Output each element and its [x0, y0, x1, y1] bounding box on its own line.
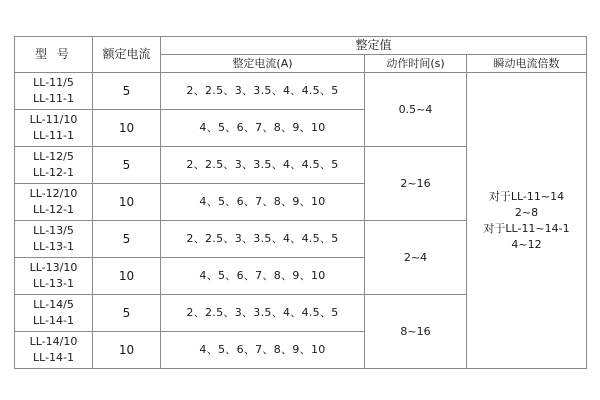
model-line-1: LL-11/5: [33, 76, 74, 90]
model-line-2: LL-11-1: [33, 92, 74, 106]
header-rated-current: 额定电流: [93, 37, 161, 73]
action-time-cell: 8~16: [365, 295, 467, 369]
rated-current-cell: 5: [93, 73, 161, 110]
model-line-2: LL-13-1: [33, 277, 74, 291]
model-line-2: LL-14-1: [33, 314, 74, 328]
rated-current-cell: 10: [93, 110, 161, 147]
instant-multiple-line-1: 对于LL-11~14: [488, 190, 565, 204]
model-line-1: LL-13/5: [33, 224, 74, 238]
rated-current-cell: 10: [93, 332, 161, 369]
model-line-2: LL-14-1: [33, 351, 74, 365]
model-cell: [15, 147, 93, 184]
header-setting-current: 整定电流(A): [161, 55, 365, 73]
model-cell: [15, 184, 93, 221]
header-setting-value: 整定值: [161, 37, 587, 55]
setting-current-cell: 4、5、6、7、8、9、10: [161, 110, 365, 147]
model-line-1: LL-11/10: [29, 113, 78, 127]
header-model: 型 号: [15, 37, 93, 73]
setting-current-cell: 4、5、6、7、8、9、10: [161, 332, 365, 369]
rated-current-cell: 10: [93, 184, 161, 221]
header-action-time: 动作时间(s): [365, 55, 467, 73]
model-cell: [15, 332, 93, 369]
specification-table: [14, 36, 587, 369]
model-line-2: LL-12-1: [33, 203, 74, 217]
model-line-2: LL-12-1: [33, 166, 74, 180]
model-cell: [15, 295, 93, 332]
model-line-1: LL-14/5: [33, 298, 74, 312]
model-cell: [15, 221, 93, 258]
instant-multiple-cell: [467, 73, 587, 369]
setting-current-cell: 2、2.5、3、3.5、4、4.5、5: [161, 295, 365, 332]
instant-multiple-line-2: 2~8: [514, 205, 539, 219]
action-time-cell: 2~16: [365, 147, 467, 221]
model-line-1: LL-14/10: [29, 335, 78, 349]
rated-current-cell: 5: [93, 147, 161, 184]
action-time-cell: 0.5~4: [365, 73, 467, 147]
model-line-1: LL-12/5: [33, 150, 74, 164]
model-line-1: LL-12/10: [29, 187, 78, 201]
table-header-row-1: [15, 37, 587, 55]
setting-current-cell: 4、5、6、7、8、9、10: [161, 258, 365, 295]
model-line-1: LL-13/10: [29, 261, 78, 275]
instant-multiple-line-3: 对于LL-11~14-1: [483, 221, 570, 235]
model-cell: [15, 258, 93, 295]
instant-multiple-line-4: 4~12: [511, 237, 542, 251]
rated-current-cell: 5: [93, 295, 161, 332]
setting-current-cell: 2、2.5、3、3.5、4、4.5、5: [161, 147, 365, 184]
action-time-cell: 2~4: [365, 221, 467, 295]
setting-current-cell: 2、2.5、3、3.5、4、4.5、5: [161, 73, 365, 110]
rated-current-cell: 5: [93, 221, 161, 258]
model-cell: [15, 110, 93, 147]
model-cell: [15, 73, 93, 110]
table-row: [15, 73, 587, 110]
model-line-2: LL-11-1: [33, 129, 74, 143]
rated-current-cell: 10: [93, 258, 161, 295]
model-line-2: LL-13-1: [33, 240, 74, 254]
setting-current-cell: 2、2.5、3、3.5、4、4.5、5: [161, 221, 365, 258]
setting-current-cell: 4、5、6、7、8、9、10: [161, 184, 365, 221]
header-instant-multiple: 瞬动电流倍数: [467, 55, 587, 73]
